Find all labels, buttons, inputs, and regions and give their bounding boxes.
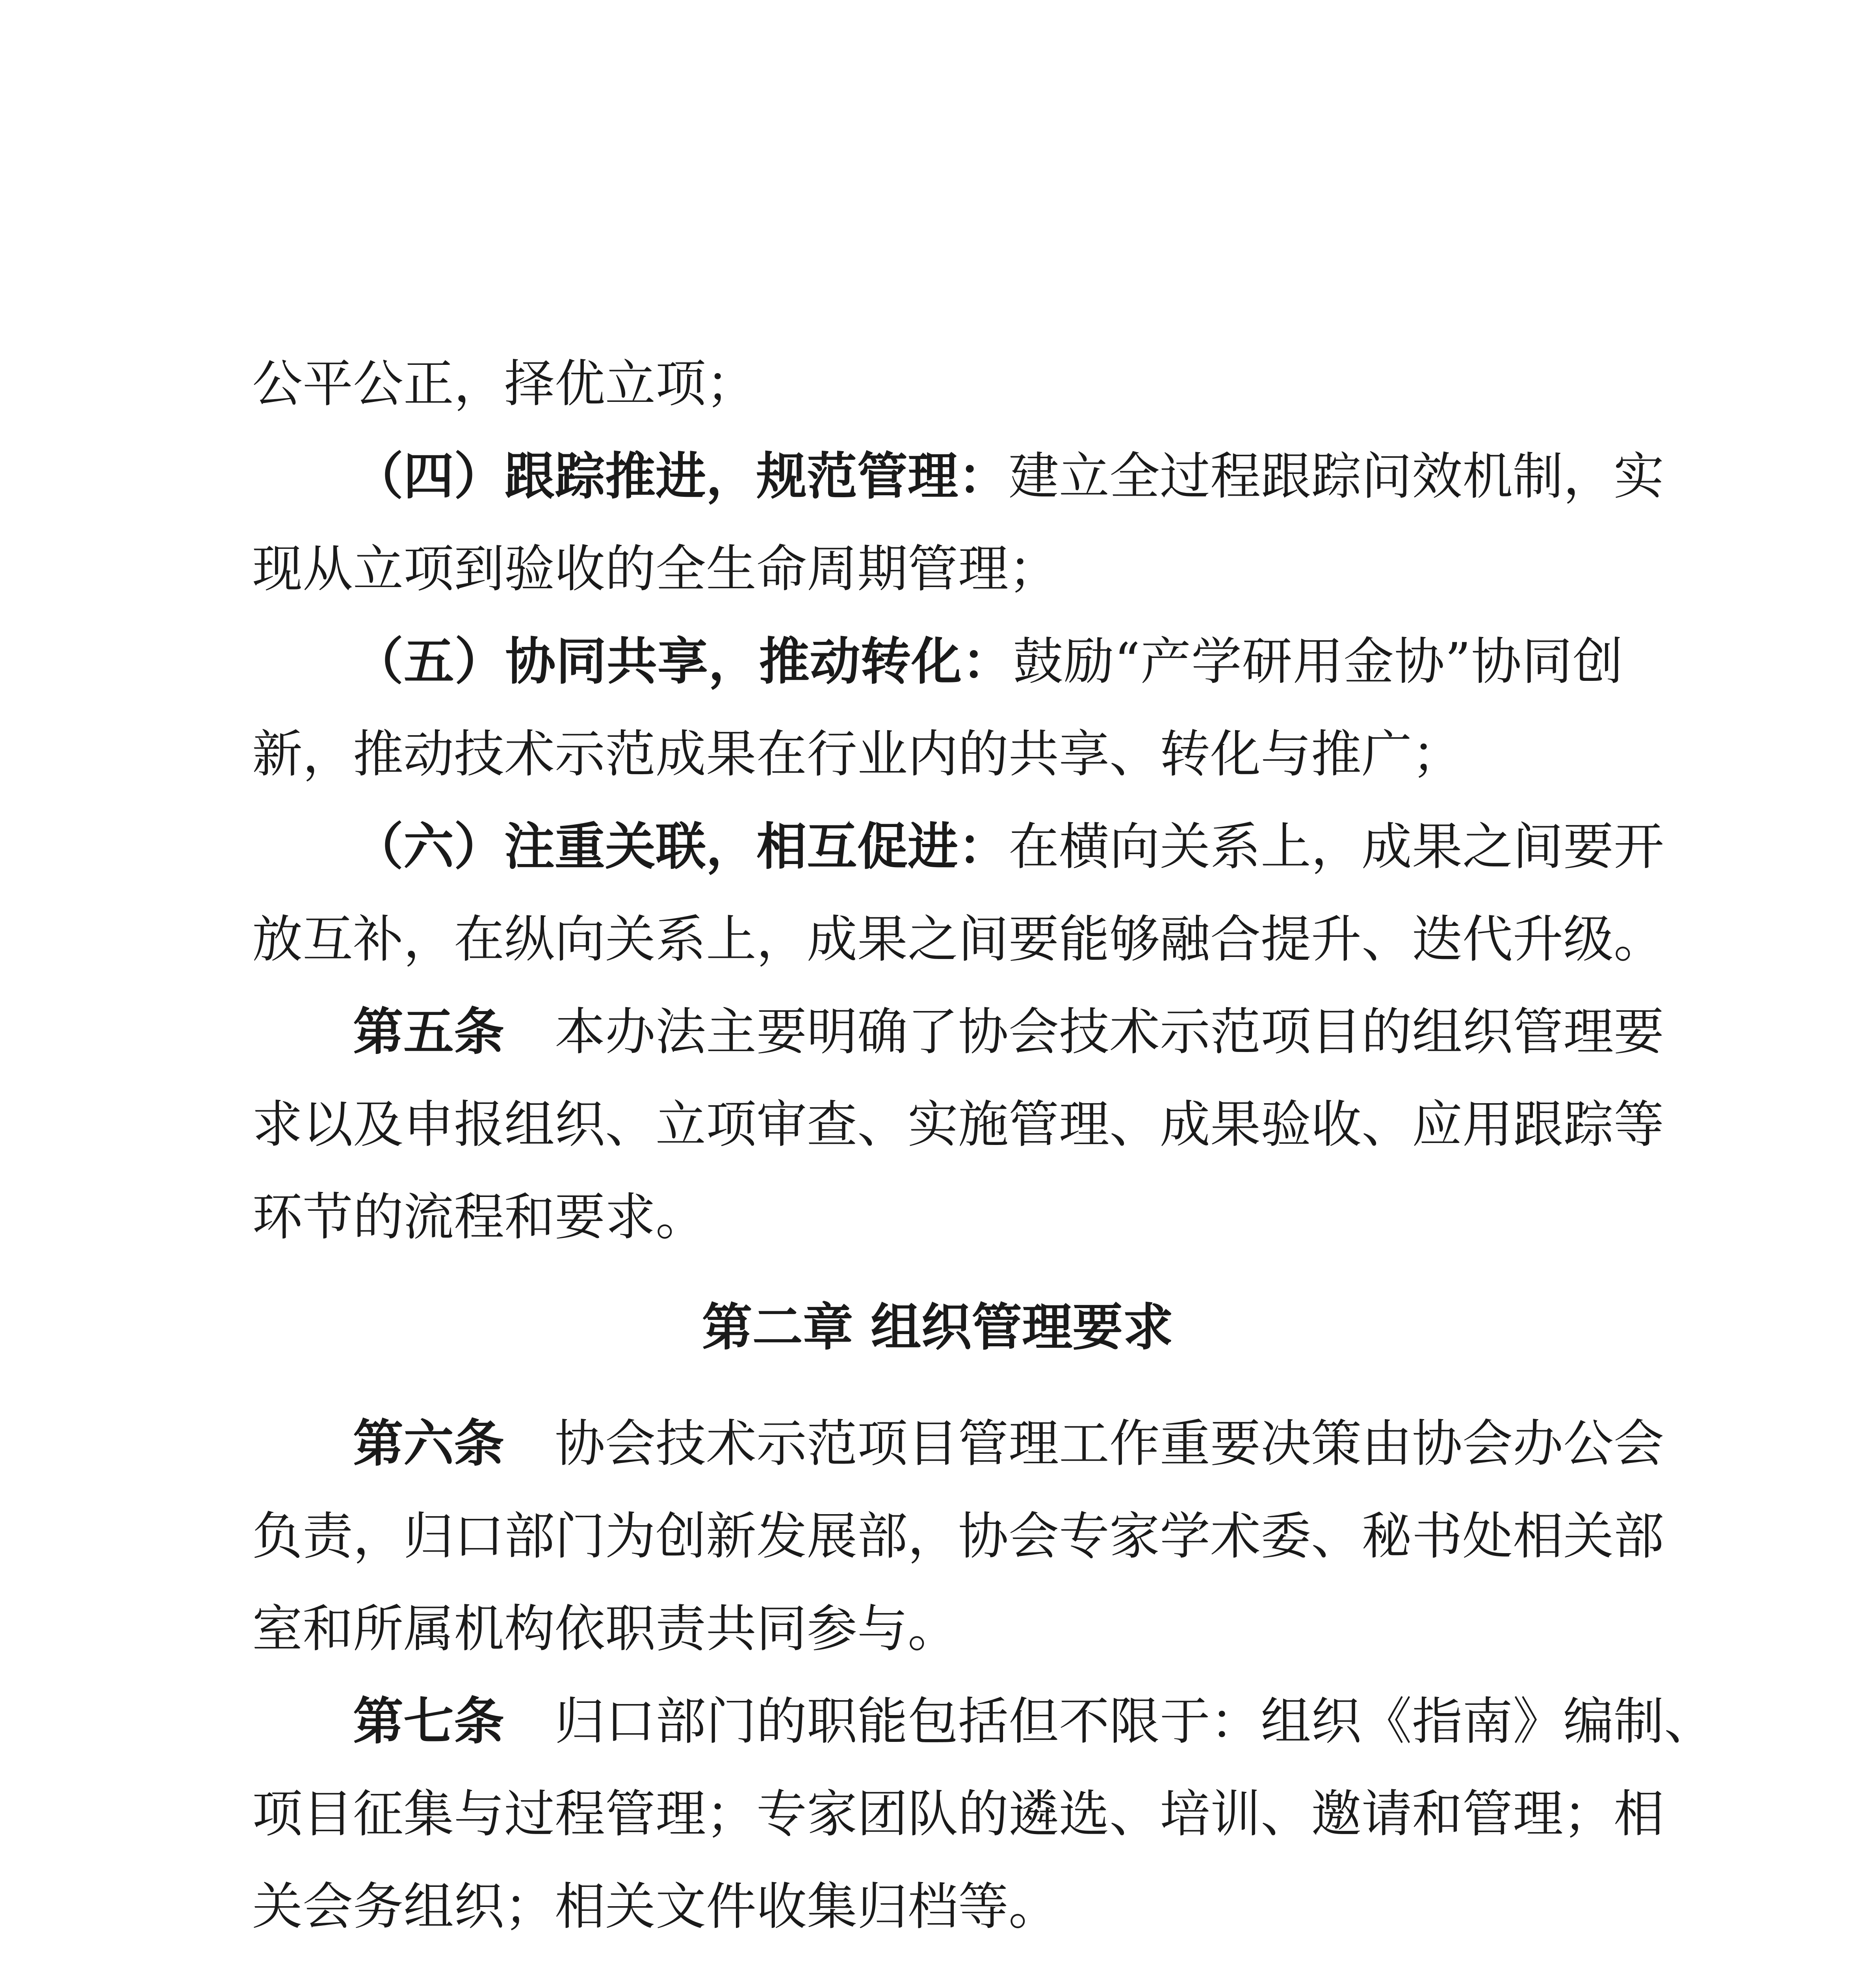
paragraph-line: （四）跟踪推进，规范管理：建立全过程跟踪问效机制，实 (353, 447, 1664, 506)
paragraph-line: 现从立项到验收的全生命周期管理； (252, 540, 1059, 598)
paragraph-line: 求以及申报组织、立项审查、实施管理、成果验收、应用跟踪等 (252, 1095, 1664, 1154)
paragraph-line: 项目征集与过程管理；专家团队的遴选、培训、邀请和管理；相 (252, 1785, 1664, 1844)
paragraph-line: 关会务组织；相关文件收集归档等。 (252, 1877, 1059, 1936)
item-heading: （五）协同共享，推动转化： (353, 632, 1013, 691)
item-heading: （四）跟踪推进，规范管理： (353, 447, 1009, 506)
article-number: 第五条 (353, 1003, 505, 1061)
item-heading: （六）注重关联，相互促进： (353, 818, 1009, 876)
article-line: 第七条 归口部门的职能包括但不限于：组织《指南》编制、 (353, 1692, 1715, 1751)
article-line: 第五条 本办法主要明确了协会技术示范项目的组织管理要 (353, 1003, 1664, 1061)
paragraph-line: 放互补，在纵向关系上，成果之间要能够融合提升、迭代升级。 (252, 910, 1664, 969)
paragraph-line: （五）协同共享，推动转化：鼓励“产学研用金协”协同创 (353, 632, 1623, 691)
paragraph-line: 室和所属机构依职责共同参与。 (252, 1600, 958, 1658)
chapter-heading: 第二章 组织管理要求 (702, 1298, 1174, 1357)
article-number: 第六条 (353, 1414, 505, 1473)
paragraph-line: （六）注重关联，相互促进：在横向关系上，成果之间要开 (353, 818, 1664, 876)
paragraph-line: 公平公正，择优立项； (252, 355, 757, 413)
paragraph-line: 负责，归口部门为创新发展部，协会专家学术委、秘书处相关部 (252, 1507, 1664, 1566)
paragraph-line: 新，推动技术示范成果在行业内的共享、转化与推广； (252, 725, 1463, 784)
article-line: 第六条 协会技术示范项目管理工作重要决策由协会办公会 (353, 1414, 1664, 1473)
article-number: 第七条 (353, 1692, 505, 1751)
paragraph-line: 环节的流程和要求。 (252, 1188, 706, 1247)
